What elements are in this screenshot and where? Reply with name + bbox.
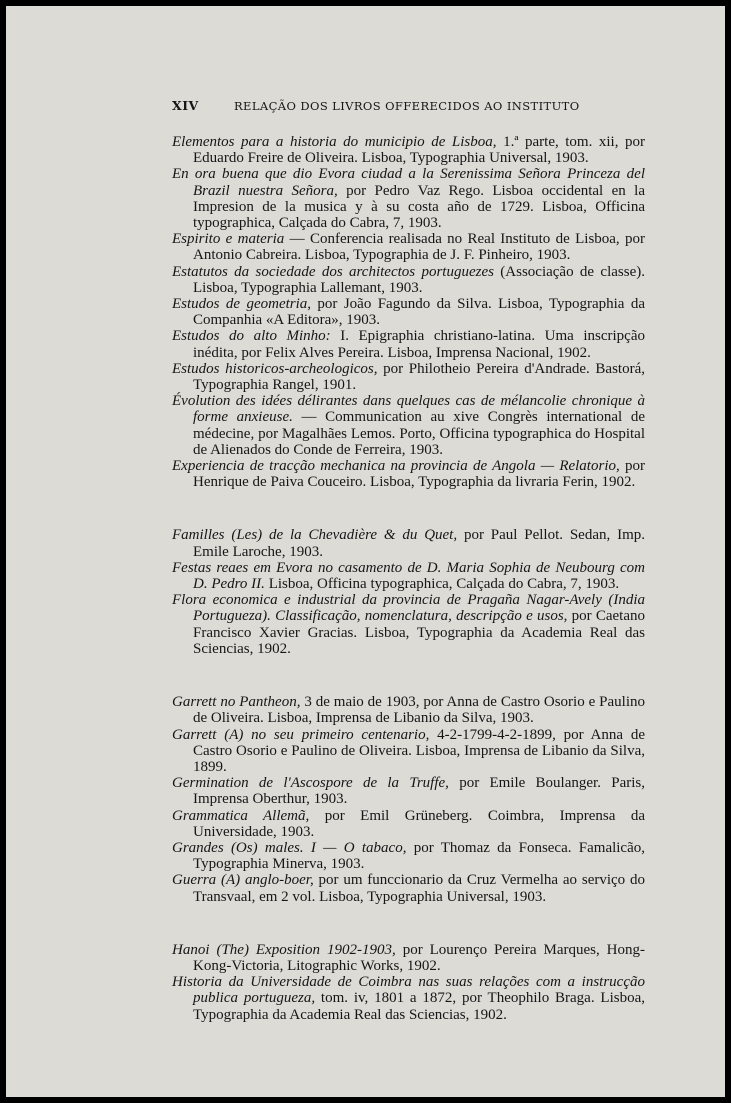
list-item [172, 393, 645, 458]
entry-title: Estudos historicos-archeologicos, [172, 360, 378, 377]
entry-details: por João Fagundo da Silva. Lisboa, Typographia da Companhia «A Editora», 1903. [193, 296, 645, 329]
list-item [172, 134, 645, 166]
entry-details: por Pedro Vaz Rego. Lisboa occidental en la Impresion de la musica y à su costa año de 1729. Lisboa, Officina typographica, Calçada do Cabra, 7, 1903. [193, 182, 646, 232]
entry-title: Garrett no Pantheon, [172, 694, 301, 711]
list-item [172, 560, 645, 592]
entry-details: I. Epigraphia christiano-latina. Uma inscripção inédita, por Felix Alves Pereira. Lisboa, Imprensa Nacional, 1902. [193, 328, 645, 361]
entry-details: por Philotheio Pereira d'Andrade. Bastorá, Typographia Rangel, 1901. [193, 360, 645, 394]
entry-details: — Conferencia realisada no Real Instituto de Lisboa, por Antonio Cabreira. Lisboa, Typographia de J. F. Pinheiro, 1903. [193, 231, 645, 264]
entry-title: Estatutos da sociedade dos architectos portuguezes [172, 263, 494, 280]
list-item [172, 974, 645, 1023]
entry-details: — Communication au xive Congrès international de médecine, por Magalhães Lemos. Porto, Officina typographica do Hospital de Alienados do Conde de Ferreira, 1903. [193, 409, 645, 458]
list-item [172, 942, 645, 974]
entry-details: tom. iv, 1801 a 1872, por Theophilo Braga. Lisboa, Typographia da Academia Real das Sciencias, 1902. [193, 990, 645, 1023]
entry-details: por Caetano Francisco Xavier Gracias. Lisboa, Typographia da Academia Real das Sciencias, 1902. [193, 608, 646, 657]
list-item [172, 840, 645, 872]
bibliography-list [172, 134, 645, 1060]
list-item [172, 264, 645, 296]
list-item [172, 458, 645, 490]
list-item [172, 775, 645, 807]
list-item [172, 527, 645, 559]
entry-details: 3 de maio de 1903, por Anna de Castro Osorio e Paulino de Oliveira. Lisboa, Imprensa de Libanio da Silva, 1903. [193, 694, 645, 727]
list-item [172, 328, 645, 360]
entry-details: por um funccionario da Cruz Vermelha ao serviço do Transvaal, em 2 vol. Lisboa, Typographia Universal, 1903. [193, 872, 645, 905]
letter-group-g [172, 694, 645, 905]
list-item [172, 694, 645, 726]
entry-title: Évolution des idées délirantes dans quelques cas de mélancolie chronique à forme anxieuse. [172, 393, 645, 426]
running-title: RELAÇÃO DOS LIVROS OFFERECIDOS AO INSTITUTO [234, 99, 580, 113]
entry-title: Grandes (Os) males. I — O tabaco, [172, 839, 407, 856]
entry-title: Hanoi (The) Exposition 1902-1903, [172, 941, 396, 958]
list-item [172, 727, 645, 776]
list-item [172, 808, 645, 840]
entry-title: En ora buena que dio Evora ciudad a la Serenissima Señora Princeza del Brazil nuestra Señora, [172, 166, 645, 199]
entry-details: por Emil Grüneberg. Coimbra, Imprensa da Universidade, 1903. [193, 807, 645, 840]
list-item [172, 361, 645, 393]
entry-title: Garrett (A) no seu primeiro centenario, [172, 726, 430, 743]
entry-title: Festas reaes em Evora no casamento de D. Maria Sophia de Neubourg com D. Pedro II. [172, 559, 645, 593]
entry-details: por Thomaz da Fonseca. Famalicão, Typographia Minerva, 1903. [193, 839, 646, 873]
entry-details: (Associação de classe). Lisboa, Typographia Lallemant, 1903. [193, 263, 645, 296]
entry-title: Experiencia de tracção mechanica na provincia de Angola — Relatorio, [172, 458, 620, 475]
list-item [172, 166, 645, 231]
entry-title: Historia da Universidade de Coimbra nas suas relações com a instrucção publica portugueza, [172, 974, 645, 1007]
page-number: XIV [172, 98, 199, 113]
letter-group-h [172, 942, 645, 1023]
entry-title: Guerra (A) anglo-boer, [172, 872, 314, 889]
letter-group-f [172, 527, 645, 657]
entry-details: Lisboa, Officina typographica, Calçada do Cabra, 7, 1903. [264, 576, 620, 593]
list-item [172, 231, 645, 263]
entry-title: Flora economica e industrial da provincia de Pragaña Nagar-Avely (India Portugueza). Classificação, nomenclatura, descripção e usos, [172, 592, 645, 625]
entry-title: Grammatica Allemã, [172, 807, 310, 824]
list-item [172, 872, 645, 904]
entry-details: por Emile Boulanger. Paris, Imprensa Oberthur, 1903. [193, 775, 645, 808]
entry-details: 1.ª parte, tom. xii, por Eduardo Freire de Oliveira. Lisboa, Typographia Universal, 1903. [193, 134, 646, 167]
page-header [172, 98, 634, 118]
entry-details: por Paul Pellot. Sedan, Imp. Emile Laroche, 1903. [193, 527, 645, 560]
entry-details: por Lourenço Pereira Marques, Hong-Kong-Victoria, Litographic Works, 1902. [193, 941, 645, 974]
list-item [172, 296, 645, 328]
letter-group-e [172, 134, 645, 490]
entry-title: Estudos de geometria, [172, 296, 312, 313]
entry-title: Elementos para a historia do municipio de Lisboa, [172, 134, 497, 150]
entry-details: 4-2-1799-4-2-1899, por Anna de Castro Osorio e Paulino de Oliveira. Lisboa, Imprensa de Libanio da Silva, 1899. [193, 726, 645, 775]
entry-title: Familles (Les) de la Chevadière & du Quet, [172, 527, 458, 544]
document-page [6, 6, 725, 1097]
entry-details: por Henrique de Paiva Couceiro. Lisboa, Typographia da livraria Ferin, 1902. [193, 458, 645, 491]
list-item [172, 592, 645, 657]
entry-title: Germination de l'Ascospore de la Truffe, [172, 775, 449, 792]
entry-title: Espirito e materia [172, 231, 285, 248]
entry-title: Estudos do alto Minho: [172, 328, 331, 345]
